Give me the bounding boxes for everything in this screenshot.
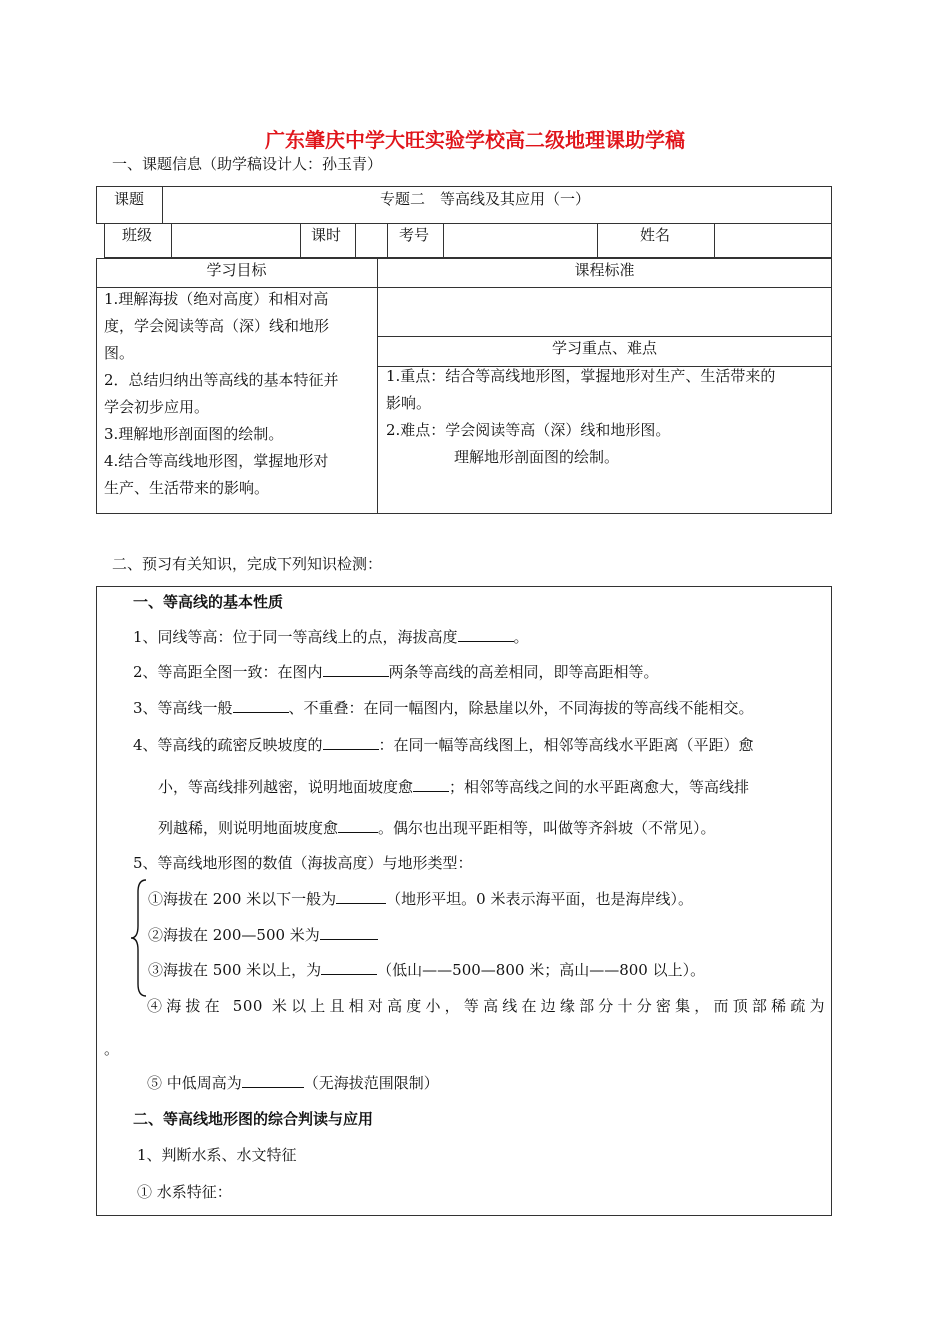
property-2-end: 两条等高线的高差相同，即等高距相等。 [388,663,659,681]
section-1-heading: 一、课题信息（助学稿设计人：孙玉青） [112,155,383,173]
answer-blank[interactable] [320,925,378,940]
heading-comprehensive-reading: 二、等高线地形图的综合判读与应用 [133,1110,374,1128]
goal-line: 1.理解海拔（绝对高度）和相对高 [104,290,329,308]
property-5: 5、等高线地形图的数值（海拔高度）与地形类型： [133,854,473,872]
keypoint-line: 影响。 [386,394,432,412]
question-1: 1、判断水系、水文特征 [137,1146,297,1164]
property-2-text: 2、等高距全图一致：在图内 [133,663,323,681]
keypoint-line: 1.重点：结合等高线地形图，掌握地形对生产、生活带来的 [386,367,776,385]
property-4-text-6: 。偶尔也出现平距相等，叫做等齐斜坡（不常见）。 [378,819,716,837]
terrain-type-3 [148,959,705,980]
name-label: 姓名 [640,226,671,244]
property-1-end: 。 [513,628,529,646]
keypoint-line: 理解地形剖面图的绘制。 [454,448,620,466]
property-4-text: 4、等高线的疏密反映坡度的 [133,736,323,754]
terrain-type-1-text: ①海拔在 200 米以下一般为 [148,890,337,908]
goal-line: 生产、生活带来的影响。 [104,479,270,497]
terrain-type-1 [148,888,693,909]
answer-blank[interactable] [323,662,389,677]
answer-blank[interactable] [413,777,449,792]
student-info-row [104,223,832,258]
curly-brace-icon [128,878,150,998]
answer-blank[interactable] [242,1073,304,1088]
property-4-line-3 [158,817,716,838]
goal-line: 度，学会阅读等高（深）线和地形 [104,317,330,335]
property-3 [133,697,754,718]
heading-basic-properties: 一、等高线的基本性质 [133,593,284,611]
goal-line: 4.结合等高线地形图，掌握地形对 [104,452,329,470]
terrain-type-2 [148,924,378,945]
keypoints-list [386,363,830,471]
class-label: 班级 [122,226,153,244]
property-4-line-2 [158,776,749,797]
property-1 [133,626,529,647]
answer-blank[interactable] [323,735,379,750]
property-1-text: 1、同线等高：位于同一等高线上的点，海拔高度 [133,628,458,646]
goal-line: 3.理解地形剖面图的绘制。 [104,425,284,443]
topic-value: 专题二 等高线及其应用（一） [380,190,591,208]
answer-blank[interactable] [233,698,289,713]
answer-blank[interactable] [458,627,514,642]
answer-blank[interactable] [338,818,378,833]
property-4-text-2: ：在同一幅等高线图上，相邻等高线水平距离（平距）愈 [378,736,754,754]
terrain-type-3-text: ③海拔在 500 米以上，为 [148,961,322,979]
property-3-text: 3、等高线一般 [133,699,233,717]
property-4-text-3: 小，等高线排列越密，说明地面坡度愈 [158,778,414,796]
property-4-line-1 [133,734,754,755]
terrain-type-4: ④海拔在 500 米以上且相对高度小，等高线在边缘部分十分密集，而顶部稀疏为 [147,997,825,1015]
topic-label: 课题 [114,190,145,208]
page-title: 广东肇庆中学大旺实验学校高二级地理课助学稿 [265,128,685,152]
standard-header: 课程标准 [574,261,635,279]
goal-line: 2．总结归纳出等高线的基本特征并 [104,371,339,389]
goal-line: 图。 [104,344,135,362]
goals-list [104,286,374,502]
section-2-heading: 二、预习有关知识，完成下列知识检测： [112,555,383,573]
property-2 [133,661,659,682]
terrain-type-5-end: （无海拔范围限制） [303,1074,439,1092]
period-label: 课时 [311,226,342,244]
terrain-type-1-end: （地形平坦。0 米表示海平面，也是海岸线）。 [386,890,693,908]
terrain-type-3-end: （低山——500—800 米；高山——800 以上）。 [377,961,706,979]
terrain-type-4-end: 。 [104,1040,120,1058]
property-4-text-5: 列越稀，则说明地面坡度愈 [158,819,339,837]
goals-header: 学习目标 [206,261,267,279]
terrain-type-5 [147,1072,439,1093]
keypoint-line: 2.难点：学会阅读等高（深）线和地形图。 [386,421,671,439]
terrain-type-5-text: ⑤ 中低周高为 [147,1074,242,1092]
exam-number-label: 考号 [399,226,430,244]
terrain-type-2-text: ②海拔在 200—500 米为 [148,926,320,944]
answer-blank[interactable] [336,889,386,904]
answer-blank[interactable] [321,960,377,975]
goal-line: 学会初步应用。 [104,398,210,416]
property-3-end: 、不重叠：在同一幅图内，除悬崖以外，不同海拔的等高线不能相交。 [288,699,754,717]
property-4-text-4: ；相邻等高线之间的水平距离愈大，等高线排 [449,778,750,796]
question-1a: ① 水系特征： [137,1183,232,1201]
keypoints-header: 学习重点、难点 [551,339,657,357]
